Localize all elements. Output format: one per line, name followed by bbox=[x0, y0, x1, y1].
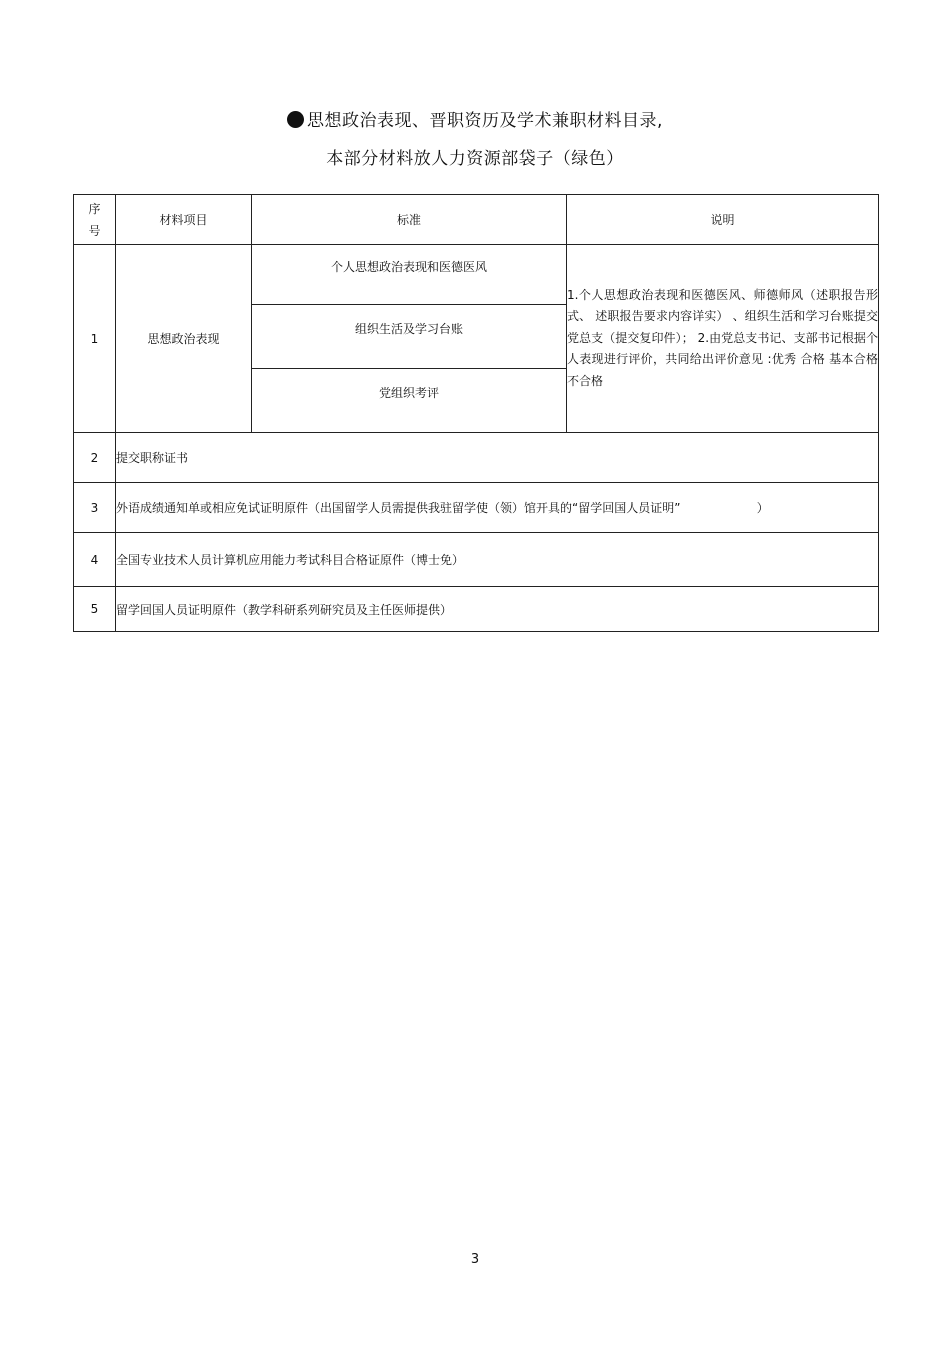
row4-seq: 4 bbox=[74, 533, 116, 587]
row1-standard-3 bbox=[252, 369, 567, 433]
row5-seq: 5 bbox=[74, 587, 116, 632]
row1-standard-2 bbox=[252, 305, 567, 369]
table-row bbox=[74, 433, 879, 483]
row3-seq: 3 bbox=[74, 483, 116, 533]
row2-seq: 2 bbox=[74, 433, 116, 483]
table-row bbox=[74, 587, 879, 632]
header-seq-line1: 序 bbox=[88, 201, 101, 216]
row4-text: 全国专业技术人员计算机应用能力考试科目合格证原件（博士免） bbox=[116, 533, 879, 587]
page-title bbox=[0, 106, 950, 131]
header-item: 材料项目 bbox=[116, 195, 252, 245]
row3-text: 外语成绩通知单或相应免试证明原件（出国留学人员需提供我驻留学使（领）馆开具的“留学回国人员证明” ） bbox=[116, 483, 879, 533]
table-row bbox=[74, 483, 879, 533]
table-row bbox=[74, 533, 879, 587]
standard-label: 个人思想政治表现和医德医风 bbox=[330, 260, 487, 274]
row1-note: 1.个人思想政治表现和医德医风、师德师风（述职报告形式、 述职报告要求内容详实） 、组织生活和学习台账提交党总支（提交复印件）； 2.由党总支书记、支部书记根据个人表现进行评价，共同给出评价意见 :优秀 合格 基本合格 不合格 bbox=[567, 245, 879, 433]
row1-standard-1 bbox=[252, 245, 567, 305]
materials-table bbox=[73, 194, 879, 632]
table-row bbox=[74, 245, 879, 305]
page-number: 3 bbox=[470, 1252, 480, 1267]
title-line1: 思想政治表现、晋职资历及学术兼职材料目录, bbox=[307, 111, 663, 131]
header-seq bbox=[74, 195, 116, 245]
standard-label: 组织生活及学习台账 bbox=[354, 322, 463, 336]
standard-label: 党组织考评 bbox=[378, 386, 439, 400]
header-standard: 标准 bbox=[252, 195, 567, 245]
page-subtitle: 本部分材料放人力资源部袋子（绿色） bbox=[326, 149, 624, 169]
bullet-icon bbox=[287, 111, 304, 128]
row1-seq: 1 bbox=[74, 245, 116, 433]
header-note: 说明 bbox=[567, 195, 879, 245]
table-header-row bbox=[74, 195, 879, 245]
row5-text: 留学回国人员证明原件（教学科研系列研究员及主任医师提供） bbox=[116, 587, 879, 632]
row1-item: 思想政治表现 bbox=[116, 245, 252, 433]
header-seq-line2: 号 bbox=[88, 223, 101, 238]
row2-text: 提交职称证书 bbox=[116, 433, 879, 483]
